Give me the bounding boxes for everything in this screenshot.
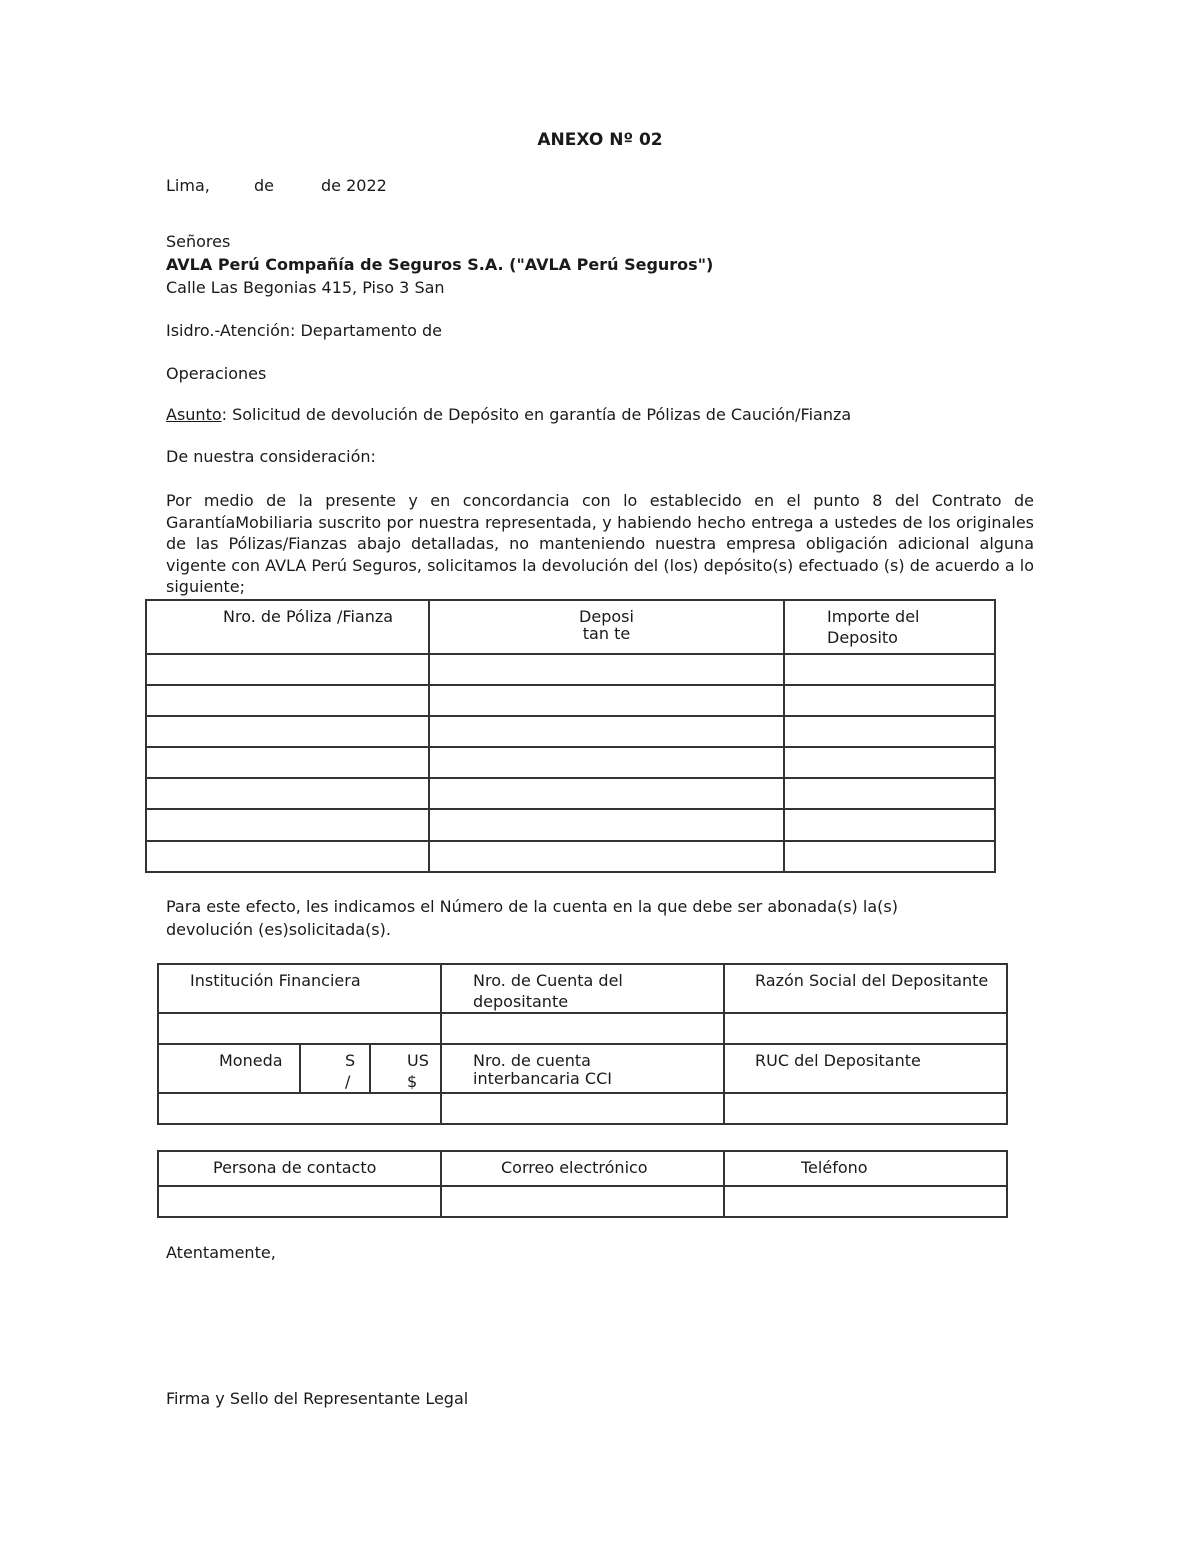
poliza-cell[interactable] [146, 654, 429, 685]
depositante-cell[interactable] [429, 778, 784, 809]
importe-cell[interactable] [784, 716, 995, 747]
body-paragraph: Por medio de la presente y en concordancia con lo establecido en el punto 8 del Contrato de GarantíaMobiliaria suscrito por nuestra representada, y habiendo hecho entrega a ustedes de los originales de las Pólizas/Fianzas abajo detalladas, no manteniendo nuestra empresa obligación adicional alguna vigente con AVLA Perú Seguros, solicitamos la devolución del (los) depósito(s) efectuado (s) de acuerdo a lo siguiente; [166, 491, 1034, 596]
attention-line: Isidro.-Atención: Departamento de [166, 321, 442, 340]
subject-label: Asunto [166, 405, 222, 424]
subject-text: : Solicitud de devolución de Depósito en garantía de Pólizas de Caución/Fianza [221, 405, 852, 424]
date-de-year: de 2022 [321, 176, 387, 195]
moneda-label: Moneda [158, 1044, 300, 1093]
importe-cell[interactable] [784, 778, 995, 809]
importe-cell[interactable] [784, 841, 995, 872]
table-row [146, 747, 995, 778]
header-ruc: RUC del Depositante [724, 1044, 1007, 1093]
date-city: Lima, [166, 176, 210, 195]
table-row [158, 1093, 1007, 1124]
salutation: Señores [166, 232, 231, 251]
contact-header-row [158, 1151, 1007, 1186]
depositante-cell[interactable] [429, 654, 784, 685]
poliza-cell[interactable] [146, 841, 429, 872]
currency-usd[interactable]: US $ [370, 1044, 441, 1093]
table-row [146, 778, 995, 809]
closing: Atentamente, [166, 1243, 276, 1262]
table-row [158, 1186, 1007, 1217]
signature-line: Firma y Sello del Representante Legal [166, 1389, 469, 1408]
poliza-cell[interactable] [146, 685, 429, 716]
depositante-cell[interactable] [429, 809, 784, 841]
policy-table [145, 599, 996, 873]
importe-cell[interactable] [784, 809, 995, 841]
header-institucion: Institución Financiera [158, 964, 441, 1013]
header-cci: Nro. de cuenta interbancaria CCI [441, 1044, 724, 1093]
header-importe: Importe del Deposito [784, 600, 995, 654]
poliza-cell[interactable] [146, 747, 429, 778]
ruc-cell[interactable] [724, 1093, 1007, 1124]
header-razon-social: Razón Social del Depositante [724, 964, 1007, 1013]
cuenta-cell[interactable] [441, 1013, 724, 1044]
depositante-cell[interactable] [429, 841, 784, 872]
poliza-cell[interactable] [146, 716, 429, 747]
date-de-1: de [254, 176, 274, 195]
account-paragraph: Para este efecto, les indicamos el Número de la cuenta en la que debe ser abonada(s) la(s) devolución (es)solicitada(s). [166, 897, 898, 939]
document-title: ANEXO Nº 02 [537, 130, 663, 150]
account-header-row [158, 964, 1007, 1013]
table-row [146, 654, 995, 685]
currency-soles[interactable]: S / [300, 1044, 370, 1093]
subject-line [166, 405, 851, 424]
cci-cell[interactable] [441, 1093, 724, 1124]
header-persona: Persona de contacto [158, 1151, 441, 1186]
header-poliza: Nro. de Póliza /Fianza [146, 600, 429, 654]
institucion-cell[interactable] [158, 1013, 441, 1044]
header-correo: Correo electrónico [441, 1151, 724, 1186]
table-row [146, 685, 995, 716]
correo-cell[interactable] [441, 1186, 724, 1217]
currency-row [158, 1044, 1007, 1093]
razon-social-cell[interactable] [724, 1013, 1007, 1044]
table-row [146, 716, 995, 747]
depositante-cell[interactable] [429, 747, 784, 778]
importe-cell[interactable] [784, 685, 995, 716]
account-table [157, 963, 1008, 1125]
telefono-cell[interactable] [724, 1186, 1007, 1217]
table-row [146, 809, 995, 841]
table-row [158, 1013, 1007, 1044]
company-address: Calle Las Begonias 415, Piso 3 San [166, 278, 445, 297]
table-row [146, 841, 995, 872]
greeting: De nuestra consideración: [166, 447, 376, 466]
department-line: Operaciones [166, 364, 267, 383]
persona-cell[interactable] [158, 1186, 441, 1217]
header-cuenta: Nro. de Cuenta del depositante [441, 964, 724, 1013]
moneda-cell[interactable] [158, 1093, 441, 1124]
depositante-cell[interactable] [429, 685, 784, 716]
poliza-cell[interactable] [146, 778, 429, 809]
poliza-cell[interactable] [146, 809, 429, 841]
importe-cell[interactable] [784, 654, 995, 685]
header-telefono: Teléfono [724, 1151, 1007, 1186]
policy-header-row [146, 600, 995, 654]
depositante-cell[interactable] [429, 716, 784, 747]
contact-table [157, 1150, 1008, 1218]
header-depositante: Deposi tan te [429, 600, 784, 654]
importe-cell[interactable] [784, 747, 995, 778]
company-name: AVLA Perú Compañía de Seguros S.A. ("AVLA Perú Seguros") [166, 255, 714, 274]
